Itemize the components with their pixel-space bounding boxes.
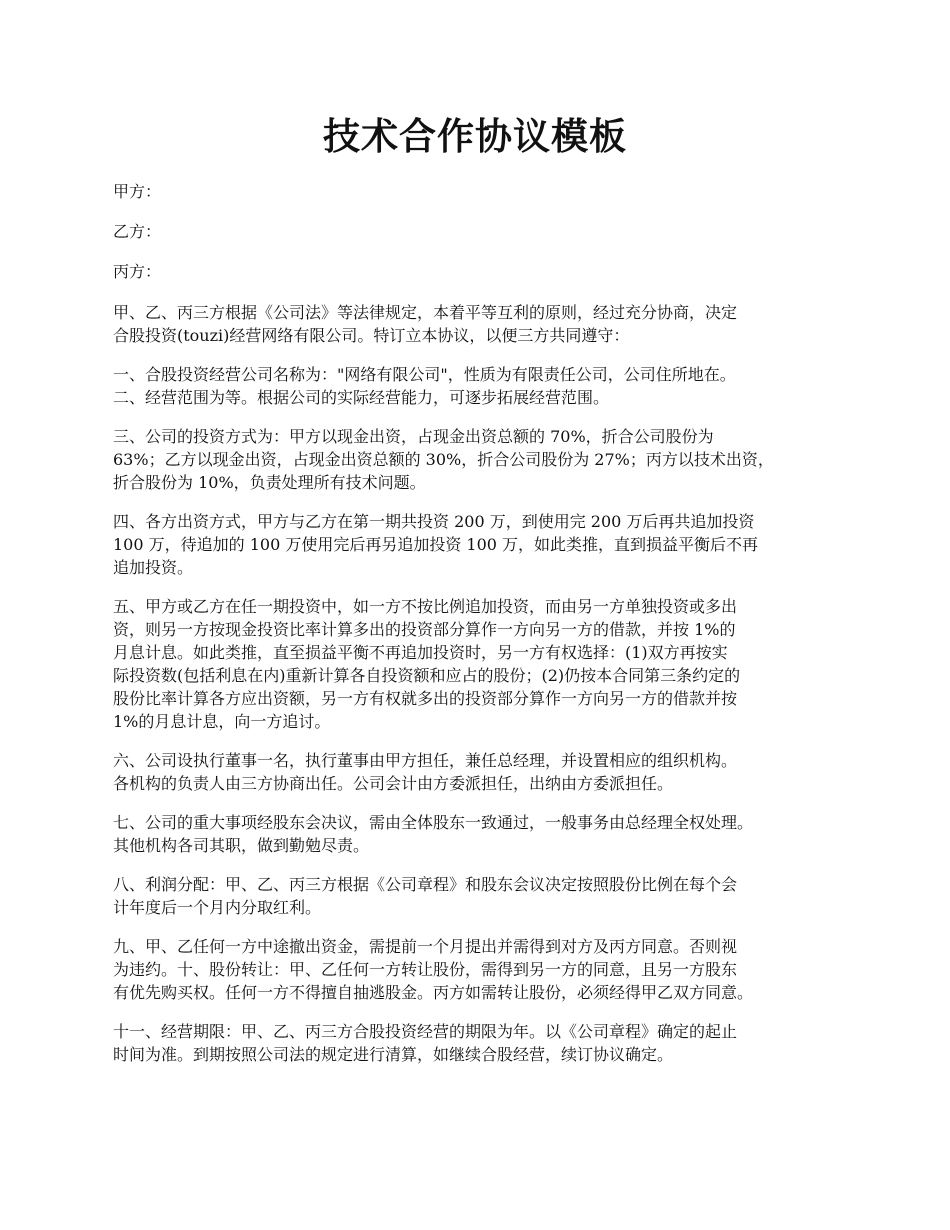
clause-7-paragraph bbox=[113, 810, 853, 856]
party-b-line: 乙方： bbox=[113, 222, 162, 241]
clause-line: 63%；乙方以现金出资，占现金出资总额的 30%，折合公司股份为 27%；丙方以技术出资， bbox=[113, 450, 774, 469]
intro-line: 甲、乙、丙三方根据《公司法》等法律规定，本着平等互利的原则，经过充分协商，决定 bbox=[113, 303, 738, 322]
clause-line: 八、利润分配：甲、乙、丙三方根据《公司章程》和股东会议决定按照股份比例在每个会 bbox=[113, 875, 738, 894]
clause-line: 七、公司的重大事项经股东会决议，需由全体股东一致通过，一般事务由总经理全权处理。 bbox=[113, 813, 754, 832]
clause-line: 六、公司设执行董事一名，执行董事由甲方担任，兼任总经理，并设置相应的组织机构。 bbox=[113, 751, 738, 770]
clause-line: 其他机构各司其职，做到勤勉尽责。 bbox=[113, 836, 370, 855]
clause-line: 100 万，待追加的 100 万使用完后再另追加投资 100 万，如此类推，直到损益平衡后不再 bbox=[113, 535, 759, 554]
clause-11-paragraph bbox=[113, 1019, 853, 1065]
clause-6-paragraph bbox=[113, 748, 853, 794]
clause-line: 十一、经营期限：甲、乙、丙三方合股投资经营的期限为年。以《公司章程》确定的起止 bbox=[113, 1022, 738, 1041]
party-a-line: 甲方： bbox=[113, 182, 162, 201]
intro-line: 合股投资(touzi)经营网络有限公司。特订立本协议，以便三方共同遵守： bbox=[113, 326, 630, 345]
clause-5-paragraph bbox=[113, 594, 853, 732]
clause-line: 资，则另一方按现金投资比率计算多出的投资部分算作一方向另一方的借款，并按 1%的 bbox=[113, 620, 736, 639]
clause-1-2-paragraph bbox=[113, 362, 853, 408]
document-title: 技术合作协议模板 bbox=[323, 114, 627, 158]
clause-line: 有优先购买权。任何一方不得擅自抽逃股金。丙方如需转让股份，必须经得甲乙双方同意。 bbox=[113, 983, 754, 1002]
clause-line: 计年度后一个月内分取红利。 bbox=[113, 898, 322, 917]
document-body bbox=[113, 180, 853, 1081]
clause-line: 月息计息。如此类推，直至损益平衡不再追加投资时，另一方有权选择：(1)双方再按实 bbox=[113, 643, 728, 662]
clause-line: 三、公司的投资方式为：甲方以现金出资，占现金出资总额的 70%，折合公司股份为 bbox=[113, 427, 714, 446]
clause-line: 一、合股投资经营公司名称为："网络有限公司"，性质为有限责任公司，公司住所地在。 bbox=[113, 365, 736, 384]
clause-line: 时间为准。到期按照公司法的规定进行清算，如继续合股经营，续订协议确定。 bbox=[113, 1045, 674, 1064]
clause-3-paragraph bbox=[113, 424, 853, 493]
clause-line: 各机构的负责人由三方协商出任。公司会计由方委派担任，出纳由方委派担任。 bbox=[113, 774, 674, 793]
clause-line: 折合股份为 10%，负责处理所有技术问题。 bbox=[113, 473, 426, 492]
clause-4-paragraph bbox=[113, 509, 853, 578]
intro-paragraph bbox=[113, 300, 853, 346]
clause-line: 股份比率计算各方应出资额，另一方有权就多出的投资部分算作一方向另一方的借款并按 bbox=[113, 689, 738, 708]
party-c-line: 丙方： bbox=[113, 262, 162, 281]
clause-8-paragraph bbox=[113, 872, 853, 918]
clause-line: 五、甲方或乙方在任一期投资中，如一方不按比例追加投资，而由另一方单独投资或多出 bbox=[113, 597, 738, 616]
clause-line: 二、经营范围为等。根据公司的实际经营能力，可逐步拓展经营范围。 bbox=[113, 388, 610, 407]
clause-line: 际投资数(包括利息在内)重新计算各自投资额和应占的股份；(2)仍按本合同第三条约定的 bbox=[113, 666, 741, 685]
clause-line: 为违约。十、股份转让：甲、乙任何一方转让股份，需得到另一方的同意，且另一方股东 bbox=[113, 960, 738, 979]
clause-line: 四、各方出资方式，甲方与乙方在第一期共投资 200 万，到使用完 200 万后再共追加投资 bbox=[113, 512, 755, 531]
clause-line: 追加投资。 bbox=[113, 558, 194, 577]
clause-line: 1%的月息计息，向一方追讨。 bbox=[113, 712, 331, 731]
clause-9-10-paragraph bbox=[113, 934, 853, 1003]
clause-line: 九、甲、乙任何一方中途撤出资金，需提前一个月提出并需得到对方及丙方同意。否则视 bbox=[113, 937, 738, 956]
